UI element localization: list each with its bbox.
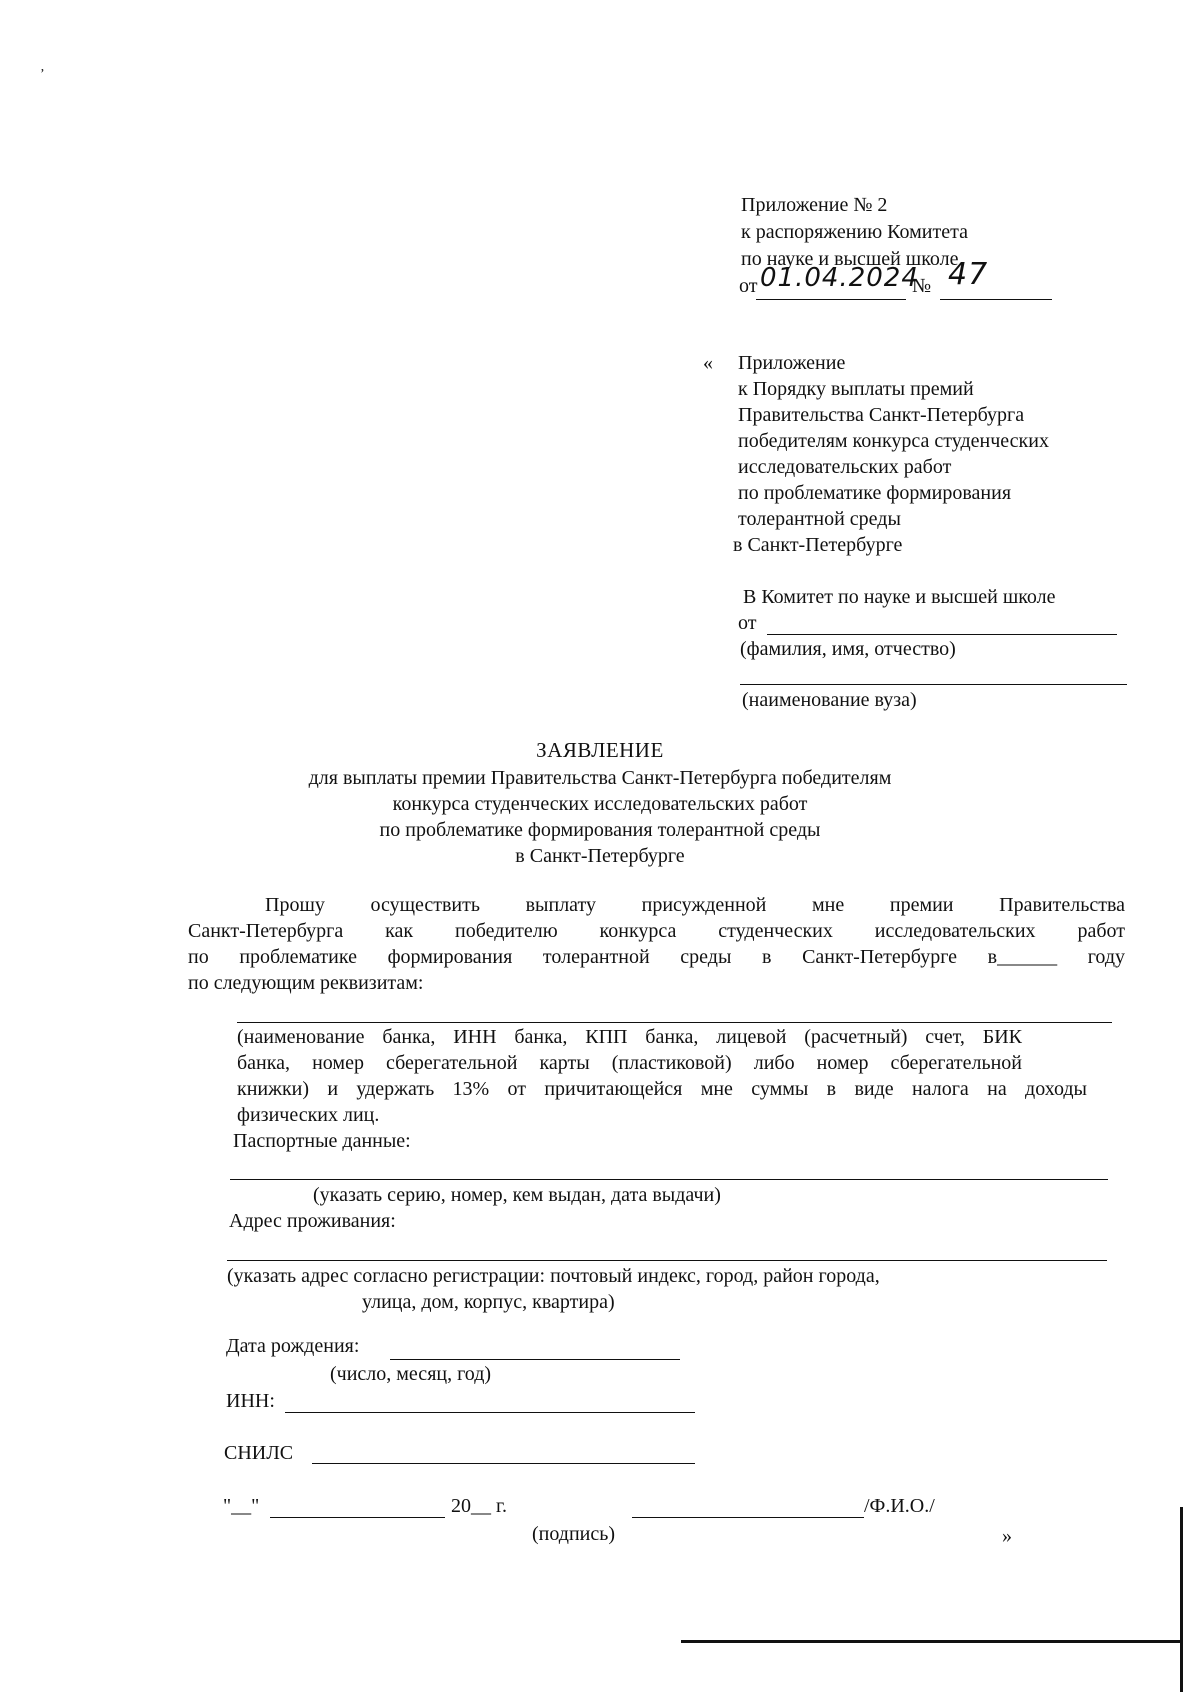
header-number-handwritten: 47 — [948, 257, 989, 292]
appendix-line-6: по проблематике формирования — [738, 482, 1012, 504]
title-sub-3: по проблематике формирования толерантной среды — [379, 819, 821, 841]
bank-hint-3: книжки) и удержать 13% от причитающейся мне суммы в виде налога на доходы — [237, 1078, 1087, 1100]
date-day-quotes: "__" — [223, 1495, 260, 1517]
snils-field-line[interactable] — [312, 1463, 695, 1464]
title-sub-1: для выплаты премии Правительства Санкт-Петербурга победителям — [308, 767, 892, 789]
bank-hint-2: банка, номер сберегательной карты (пластиковой) либо номер сберегательной — [237, 1052, 1022, 1074]
addressee-to: В Комитет по науке и высшей школе — [743, 586, 1056, 608]
signature-hint: (подпись) — [532, 1523, 616, 1545]
bank-hint-4: физических лиц. — [237, 1104, 380, 1126]
appendix-line-7: толерантной среды — [738, 508, 901, 530]
passport-hint: (указать серию, номер, кем выдан, дата выдачи) — [313, 1184, 721, 1206]
inn-label: ИНН: — [226, 1390, 275, 1412]
title-main: ЗАЯВЛЕНИЕ — [536, 738, 664, 762]
header-appendix-number: Приложение № 2 — [741, 194, 888, 216]
fio-hint: (фамилия, имя, отчество) — [740, 638, 956, 660]
appendix-line-3: Правительства Санкт-Петербурга — [738, 404, 1025, 426]
title-sub-2: конкурса студенческих исследовательских работ — [392, 793, 808, 815]
header-committee: по науке и высшей школе — [741, 248, 959, 270]
header-date-prefix: от — [739, 275, 758, 297]
snils-label: СНИЛС — [224, 1442, 294, 1464]
addressee-from-label: от — [738, 612, 757, 634]
fio-label: /Ф.И.О./ — [864, 1495, 935, 1517]
body-line-4: по следующим реквизитам: — [188, 972, 424, 994]
birth-date-field-line[interactable] — [390, 1359, 680, 1360]
appendix-line-1: Приложение — [738, 352, 846, 374]
open-quote: « — [703, 352, 713, 374]
address-label: Адрес проживания: — [229, 1210, 396, 1232]
body-line-1: Прошу осуществить выплату присужденной мне премии Правительства — [265, 894, 1125, 916]
passport-field-line[interactable] — [230, 1179, 1108, 1180]
appendix-line-4: победителям конкурса студенческих — [738, 430, 1049, 452]
margin-bar-right — [1180, 1507, 1183, 1692]
header-date-handwritten: 01.04.2024 — [760, 263, 919, 293]
bank-hint-1: (наименование банка, ИНН банка, КПП банка, лицевой (расчетный) счет, БИК — [237, 1026, 1022, 1048]
scan-mark: ʼ — [40, 67, 45, 82]
date-month-line[interactable] — [270, 1517, 445, 1518]
header-number-label: № — [912, 275, 932, 297]
appendix-line-8: в Санкт-Петербурге — [733, 534, 903, 556]
date-underline — [756, 299, 906, 300]
address-field-line[interactable] — [227, 1260, 1107, 1261]
fio-field-line[interactable] — [767, 634, 1117, 635]
university-field-line[interactable] — [740, 684, 1127, 685]
footer-rule — [681, 1640, 1181, 1643]
appendix-line-2: к Порядку выплаты премий — [738, 378, 974, 400]
bank-field-line[interactable] — [237, 1022, 1112, 1023]
address-hint-1: (указать адрес согласно регистрации: почтовый индекс, город, район города, — [227, 1265, 880, 1287]
birth-date-label: Дата рождения: — [226, 1335, 360, 1357]
body-line-2: Санкт-Петербурга как победителю конкурса студенческих исследовательских работ — [188, 920, 1125, 942]
address-hint-2: улица, дом, корпус, квартира) — [362, 1291, 615, 1313]
title-sub-4: в Санкт-Петербурге — [515, 845, 685, 867]
date-year: 20__ г. — [451, 1495, 507, 1517]
body-line-3: по проблематике формирования толерантной среды в Санкт-Петербурге в______ году — [188, 946, 1125, 968]
inn-field-line[interactable] — [285, 1412, 695, 1413]
number-underline — [940, 299, 1052, 300]
birth-date-hint: (число, месяц, год) — [330, 1363, 492, 1385]
close-quote: » — [1002, 1525, 1012, 1547]
signature-line[interactable] — [632, 1517, 864, 1518]
university-hint: (наименование вуза) — [742, 689, 917, 711]
passport-label: Паспортные данные: — [233, 1130, 411, 1152]
appendix-line-5: исследовательских работ — [738, 456, 952, 478]
header-order-ref: к распоряжению Комитета — [741, 221, 968, 243]
